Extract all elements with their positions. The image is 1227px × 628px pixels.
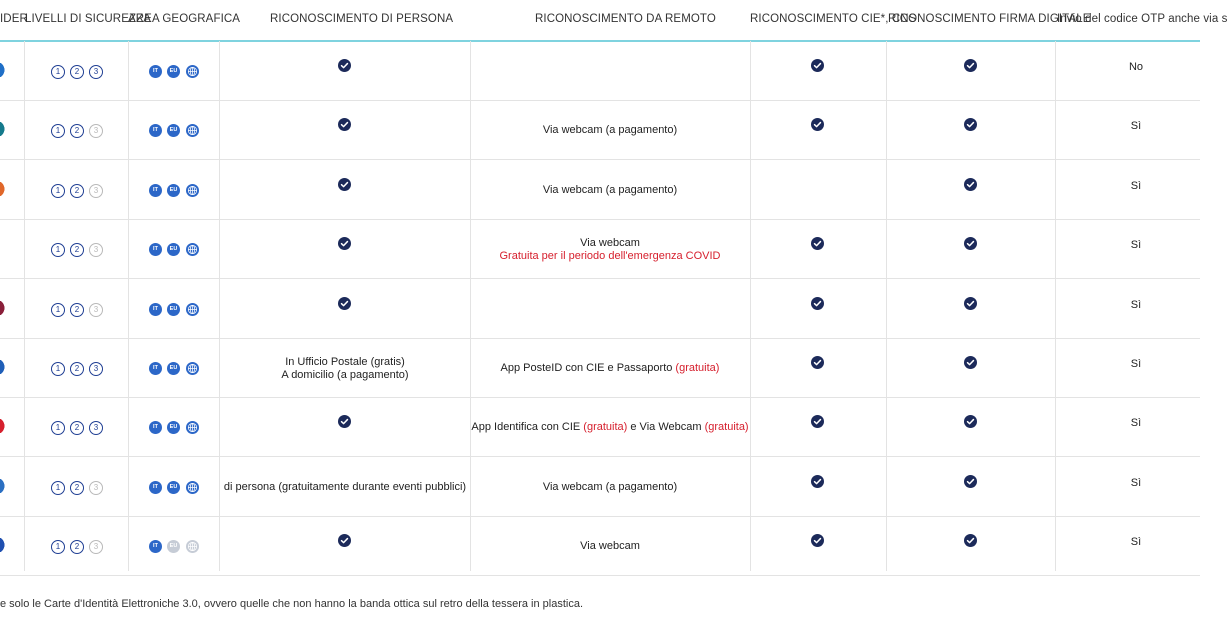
header-geographic-area: AREA GEOGRAFICA [128, 13, 241, 25]
remote-recognition-text [470, 540, 750, 553]
security-level-3-icon: 3 [89, 481, 103, 495]
security-level-1-icon: 1 [51, 65, 65, 79]
globe-icon [186, 481, 199, 494]
check-icon [964, 178, 977, 191]
security-level-1-icon: 1 [51, 540, 65, 554]
table-row [0, 219, 1200, 279]
provider-logo [0, 360, 8, 374]
eu-area-icon: EU [167, 303, 180, 316]
italy-area-icon: IT [149, 303, 162, 316]
remote-text-segment: App Identifica con CIE [471, 421, 584, 434]
footnote: e solo le Carte d'Identità Elettroniche 3.0, ovvero quelle che non hanno la banda ottica sul retro della tessera in plastica. [0, 598, 584, 610]
table-row [0, 100, 1200, 160]
security-level-1-icon: 1 [51, 184, 65, 198]
security-level-1-icon: 1 [51, 303, 65, 317]
remote-text-segment: App PosteID con CIE e Passaporto [500, 362, 676, 374]
table-row [0, 338, 1200, 398]
check-icon [964, 237, 977, 250]
globe-icon [186, 362, 199, 375]
check-icon [338, 237, 351, 250]
check-icon [338, 534, 351, 547]
remote-recognition-text [470, 250, 750, 263]
security-level-3-icon: 3 [89, 184, 103, 198]
table-row [0, 279, 1200, 339]
header-security-levels: LIVELLI DI SICUREZZA [25, 13, 151, 25]
check-icon [811, 356, 824, 369]
check-icon [964, 356, 977, 369]
check-icon [811, 475, 824, 488]
security-level-2-icon: 2 [70, 421, 84, 435]
italy-area-icon: IT [149, 65, 162, 78]
check-icon [964, 534, 977, 547]
security-level-2-icon: 2 [70, 184, 84, 198]
security-level-1-icon: 1 [51, 124, 65, 138]
header-digital-signature-recognition: RICONOSCIMENTO FIRMA DIGITALE [888, 13, 1091, 25]
check-icon [964, 475, 977, 488]
check-icon [338, 59, 351, 72]
globe-icon [186, 65, 199, 78]
remote-text-segment: (gratuita) [583, 421, 628, 434]
security-level-3-icon: 3 [89, 421, 103, 435]
remote-text-segment: (gratuita) [675, 362, 720, 374]
table-row [0, 41, 1200, 101]
check-icon [964, 415, 977, 428]
check-icon [964, 118, 977, 131]
security-level-1-icon: 1 [51, 362, 65, 376]
globe-icon [186, 184, 199, 197]
remote-recognition-text [470, 124, 750, 137]
header-otp-via-sms: Invio del codice OTP anche via s [1057, 13, 1227, 25]
header-provider: IDER [0, 13, 28, 25]
provider-logo [0, 122, 8, 136]
eu-area-icon: EU [167, 124, 180, 137]
security-level-3-icon: 3 [89, 540, 103, 554]
table-row [0, 160, 1200, 220]
security-level-2-icon: 2 [70, 303, 84, 317]
security-level-3-icon: 3 [89, 303, 103, 317]
table-row [0, 457, 1200, 517]
otp-value: Sì [1130, 536, 1142, 549]
header-in-person-recognition: RICONOSCIMENTO DI PERSONA [270, 13, 454, 25]
security-level-3-icon: 3 [89, 362, 103, 376]
in-person-text: A domicilio (a pagamento) [281, 368, 409, 381]
eu-area-icon: EU [167, 481, 180, 494]
italy-area-icon: IT [149, 124, 162, 137]
in-person-text: In Ufficio Postale (gratis) [285, 355, 405, 368]
remote-text-segment: Via webcam (a pagamento) [542, 480, 678, 493]
eu-area-icon: EU [167, 243, 180, 256]
italy-area-icon: IT [149, 184, 162, 197]
remote-recognition-text [470, 362, 750, 375]
remote-recognition-text [470, 481, 750, 494]
table-row [0, 516, 1200, 576]
security-level-1-icon: 1 [51, 421, 65, 435]
eu-area-icon: EU [167, 184, 180, 197]
check-icon [811, 59, 824, 72]
check-icon [338, 178, 351, 191]
remote-text-segment: Gratuita per il periodo dell'emergenza COVID [499, 249, 721, 262]
remote-recognition-text [470, 421, 750, 434]
in-person-text: di persona (gratuitamente durante eventi pubblici) [223, 480, 467, 493]
globe-icon [186, 540, 199, 553]
header-remote-recognition: RICONOSCIMENTO DA REMOTO [535, 13, 716, 25]
otp-value: Sì [1130, 358, 1142, 370]
provider-logo [0, 63, 8, 77]
security-level-2-icon: 2 [70, 65, 84, 79]
otp-value: Sì [1130, 298, 1142, 311]
provider-logo [0, 182, 8, 196]
check-icon [811, 415, 824, 428]
italy-area-icon: IT [149, 481, 162, 494]
remote-text-segment: Via webcam [580, 236, 640, 249]
italy-area-icon: IT [149, 243, 162, 256]
eu-area-icon: EU [167, 362, 180, 375]
provider-logo [0, 419, 8, 433]
otp-value: Sì [1130, 476, 1142, 489]
remote-text-segment: Via webcam (a pagamento) [542, 124, 678, 137]
security-level-2-icon: 2 [70, 362, 84, 376]
otp-value: Sì [1130, 179, 1142, 192]
check-icon [811, 118, 824, 131]
security-level-2-icon: 2 [70, 481, 84, 495]
security-level-3-icon: 3 [89, 124, 103, 138]
security-level-1-icon: 1 [51, 243, 65, 257]
security-level-2-icon: 2 [70, 124, 84, 138]
otp-value: No [1128, 61, 1144, 73]
security-level-2-icon: 2 [70, 540, 84, 554]
check-icon [964, 59, 977, 72]
provider-logo [0, 301, 8, 315]
otp-value: Sì [1130, 120, 1142, 133]
globe-icon [186, 124, 199, 137]
check-icon [811, 237, 824, 250]
remote-text-segment: (gratuita) [704, 421, 749, 434]
security-level-3-icon: 3 [89, 65, 103, 79]
remote-recognition-text [470, 237, 750, 250]
check-icon [338, 118, 351, 131]
globe-icon [186, 421, 199, 434]
provider-logo [0, 479, 8, 493]
check-icon [338, 297, 351, 310]
security-level-1-icon: 1 [51, 481, 65, 495]
security-level-2-icon: 2 [70, 243, 84, 257]
otp-value: Sì [1130, 417, 1142, 430]
globe-icon [186, 243, 199, 256]
header-cie-cns-recognition: RICONOSCIMENTO CIE*, CNS [750, 13, 917, 25]
check-icon [811, 297, 824, 310]
check-icon [811, 534, 824, 547]
italy-area-icon: IT [149, 540, 162, 553]
eu-area-icon: EU [167, 65, 180, 78]
remote-text-segment: e Via Webcam [627, 421, 705, 434]
check-icon [964, 297, 977, 310]
eu-area-icon: EU [167, 540, 180, 553]
italy-area-icon: IT [149, 362, 162, 375]
italy-area-icon: IT [149, 421, 162, 434]
otp-value: Sì [1130, 239, 1142, 252]
table-row [0, 397, 1200, 457]
eu-area-icon: EU [167, 421, 180, 434]
security-level-3-icon: 3 [89, 243, 103, 257]
globe-icon [186, 303, 199, 316]
remote-text-segment: Via webcam [580, 540, 640, 553]
remote-recognition-text [470, 184, 750, 197]
provider-logo [0, 538, 8, 552]
remote-text-segment: Via webcam (a pagamento) [542, 183, 678, 196]
check-icon [338, 415, 351, 428]
table-header [0, 0, 1227, 42]
